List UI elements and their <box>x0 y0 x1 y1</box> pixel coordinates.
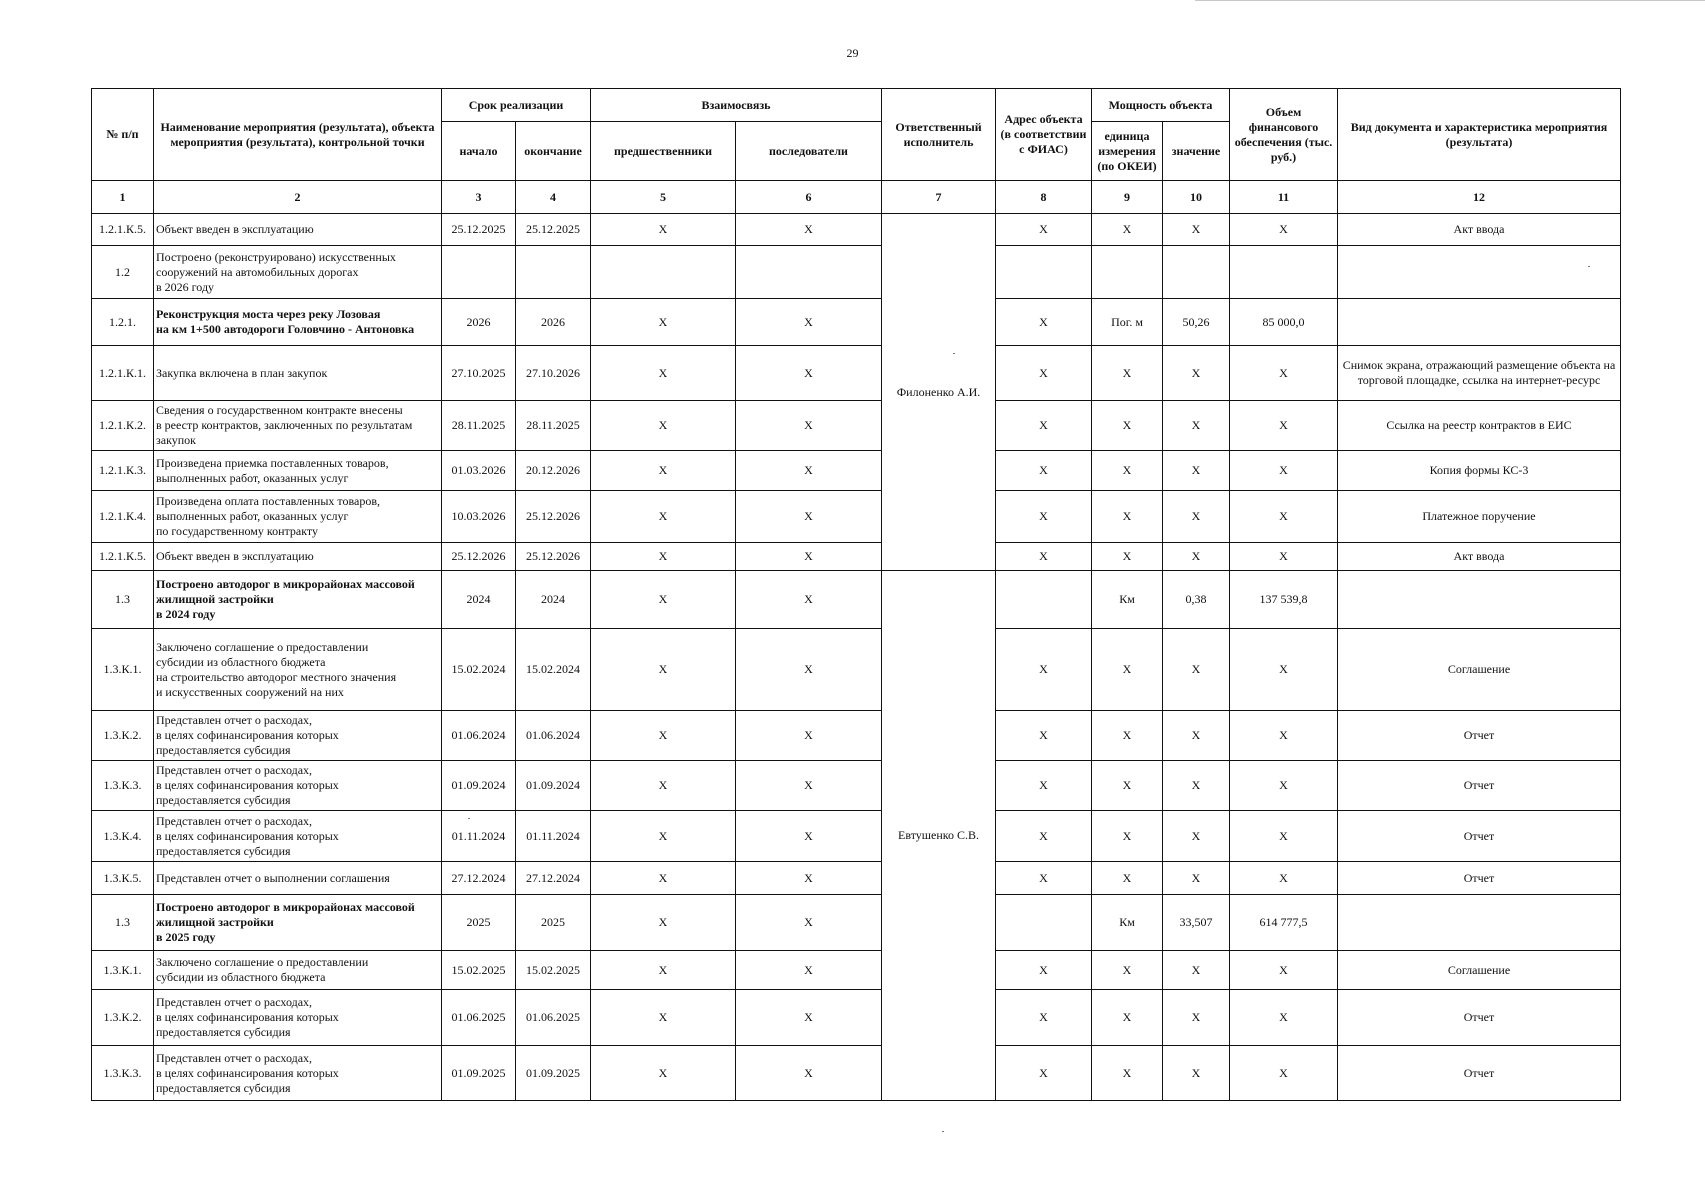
table-header <box>92 89 1621 214</box>
successor-cell: Х <box>736 346 882 401</box>
column-number-row <box>92 181 1621 214</box>
table-row <box>92 761 1621 811</box>
unit-cell: Км <box>1092 571 1163 629</box>
start-date-cell: 01.03.2026 <box>442 451 516 491</box>
row-number-cell: 1.3.К.2. <box>92 711 154 761</box>
row-name-cell: Построено автодорог в микрорайонах массовой жилищной застройки в 2025 году <box>154 895 442 951</box>
unit-cell: Х <box>1092 1046 1163 1101</box>
address-cell <box>996 571 1092 629</box>
header-start: начало <box>442 122 516 181</box>
start-date-cell: 2026 <box>442 299 516 346</box>
end-date-cell: 01.11.2024 <box>516 811 591 862</box>
start-date-cell: 01.09.2025 <box>442 1046 516 1101</box>
address-cell: Х <box>996 451 1092 491</box>
successor-cell: Х <box>736 862 882 895</box>
end-date-cell: 25.12.2026 <box>516 543 591 571</box>
address-cell: Х <box>996 862 1092 895</box>
row-name-cell: Заключено соглашение о предоставлении субсидии из областного бюджета на строительство автодорог местного значения и искусственных сооружений на них <box>154 629 442 711</box>
value-cell: Х <box>1163 346 1230 401</box>
value-cell: Х <box>1163 1046 1230 1101</box>
header-succ: последователи <box>736 122 882 181</box>
address-cell: Х <box>996 346 1092 401</box>
table-row <box>92 629 1621 711</box>
document-cell <box>1338 895 1621 951</box>
successor-cell: Х <box>736 629 882 711</box>
table-row <box>92 246 1621 299</box>
end-date-cell: 28.11.2025 <box>516 401 591 451</box>
predecessor-cell: Х <box>591 990 736 1046</box>
start-date-cell: 25.12.2025 <box>442 214 516 246</box>
address-cell: Х <box>996 299 1092 346</box>
document-cell: Отчет <box>1338 711 1621 761</box>
header-value: значение <box>1163 122 1230 181</box>
address-cell: Х <box>996 811 1092 862</box>
header-capacity: Мощность объекта <box>1092 89 1230 122</box>
volume-cell: Х <box>1230 214 1338 246</box>
value-cell: 50,26 <box>1163 299 1230 346</box>
successor-cell: Х <box>736 811 882 862</box>
header-num: № п/п <box>92 89 154 181</box>
document-cell: Отчет <box>1338 761 1621 811</box>
predecessor-cell: Х <box>591 862 736 895</box>
end-date-cell: 15.02.2025 <box>516 951 591 990</box>
header-link: Взаимосвязь <box>591 89 882 122</box>
successor-cell: Х <box>736 951 882 990</box>
header-end: окончание <box>516 122 591 181</box>
responsible-cell: Филоненко А.И. <box>882 214 996 571</box>
table-row <box>92 491 1621 543</box>
row-number-cell: 1.3.К.1. <box>92 951 154 990</box>
row-name-cell: Построено автодорог в микрорайонах массовой жилищной застройки в 2024 году <box>154 571 442 629</box>
address-cell: Х <box>996 1046 1092 1101</box>
address-cell <box>996 895 1092 951</box>
unit-cell: Х <box>1092 491 1163 543</box>
unit-cell: Пог. м <box>1092 299 1163 346</box>
column-number-cell: 4 <box>516 181 591 214</box>
end-date-cell: 20.12.2026 <box>516 451 591 491</box>
scan-speck <box>468 818 470 819</box>
table-row <box>92 895 1621 951</box>
volume-cell: Х <box>1230 1046 1338 1101</box>
unit-cell: Х <box>1092 711 1163 761</box>
volume-cell: Х <box>1230 491 1338 543</box>
plan-table <box>91 88 1621 1101</box>
start-date-cell: 25.12.2026 <box>442 543 516 571</box>
volume-cell: 85 000,0 <box>1230 299 1338 346</box>
unit-cell: Х <box>1092 951 1163 990</box>
volume-cell: Х <box>1230 811 1338 862</box>
value-cell: Х <box>1163 214 1230 246</box>
predecessor-cell: Х <box>591 401 736 451</box>
start-date-cell: 10.03.2026 <box>442 491 516 543</box>
volume-cell: Х <box>1230 401 1338 451</box>
start-date-cell <box>442 246 516 299</box>
column-number-cell: 12 <box>1338 181 1621 214</box>
document-cell: Соглашение <box>1338 629 1621 711</box>
predecessor-cell: Х <box>591 571 736 629</box>
end-date-cell: 25.12.2026 <box>516 491 591 543</box>
table-row <box>92 543 1621 571</box>
column-number-cell: 11 <box>1230 181 1338 214</box>
table-row <box>92 346 1621 401</box>
value-cell: Х <box>1163 761 1230 811</box>
successor-cell: Х <box>736 451 882 491</box>
address-cell <box>996 246 1092 299</box>
predecessor-cell: Х <box>591 299 736 346</box>
unit-cell: Х <box>1092 761 1163 811</box>
row-number-cell: 1.3.К.4. <box>92 811 154 862</box>
start-date-cell: 01.09.2024 <box>442 761 516 811</box>
volume-cell: 614 777,5 <box>1230 895 1338 951</box>
header-period: Срок реализации <box>442 89 591 122</box>
row-name-cell: Закупка включена в план закупок <box>154 346 442 401</box>
volume-cell <box>1230 246 1338 299</box>
document-cell: Отчет <box>1338 1046 1621 1101</box>
volume-cell: Х <box>1230 451 1338 491</box>
table-row <box>92 811 1621 862</box>
row-number-cell: 1.3.К.1. <box>92 629 154 711</box>
row-number-cell: 1.2.1. <box>92 299 154 346</box>
address-cell: Х <box>996 401 1092 451</box>
row-name-cell: Объект введен в эксплуатацию <box>154 543 442 571</box>
row-name-cell: Представлен отчет о расходах, в целях софинансирования которых предоставляется субсидия <box>154 711 442 761</box>
document-cell <box>1338 246 1621 299</box>
document-cell: Копия формы КС-3 <box>1338 451 1621 491</box>
volume-cell: Х <box>1230 951 1338 990</box>
row-name-cell: Построено (реконструировано) искусственных сооружений на автомобильных дорогах в 2026 году <box>154 246 442 299</box>
end-date-cell: 2024 <box>516 571 591 629</box>
table-row <box>92 1046 1621 1101</box>
successor-cell <box>736 246 882 299</box>
table-row <box>92 951 1621 990</box>
value-cell: 0,38 <box>1163 571 1230 629</box>
end-date-cell: 2025 <box>516 895 591 951</box>
row-name-cell: Реконструкция моста через реку Лозовая на км 1+500 автодороги Головчино - Антоновка <box>154 299 442 346</box>
volume-cell: Х <box>1230 346 1338 401</box>
header-responsible: Ответственный исполнитель <box>882 89 996 181</box>
table-row <box>92 401 1621 451</box>
end-date-cell: 01.06.2025 <box>516 990 591 1046</box>
end-date-cell: 27.10.2026 <box>516 346 591 401</box>
end-date-cell: 01.06.2024 <box>516 711 591 761</box>
successor-cell: Х <box>736 571 882 629</box>
start-date-cell: 2024 <box>442 571 516 629</box>
header-pred: предшественники <box>591 122 736 181</box>
top-rule <box>1195 0 1705 1</box>
document-cell: Отчет <box>1338 811 1621 862</box>
unit-cell: Х <box>1092 346 1163 401</box>
end-date-cell <box>516 246 591 299</box>
predecessor-cell: Х <box>591 951 736 990</box>
table-body <box>92 214 1621 1101</box>
column-number-cell: 5 <box>591 181 736 214</box>
row-number-cell: 1.2.1.К.4. <box>92 491 154 543</box>
successor-cell: Х <box>736 761 882 811</box>
address-cell: Х <box>996 214 1092 246</box>
successor-cell: Х <box>736 214 882 246</box>
address-cell: Х <box>996 990 1092 1046</box>
document-cell <box>1338 299 1621 346</box>
row-name-cell: Объект введен в эксплуатацию <box>154 214 442 246</box>
row-number-cell: 1.3 <box>92 895 154 951</box>
value-cell: Х <box>1163 811 1230 862</box>
predecessor-cell: Х <box>591 214 736 246</box>
predecessor-cell: Х <box>591 711 736 761</box>
page-number: 29 <box>846 46 859 60</box>
document-cell: Соглашение <box>1338 951 1621 990</box>
start-date-cell: 01.11.2024 <box>442 811 516 862</box>
value-cell: Х <box>1163 862 1230 895</box>
unit-cell: Х <box>1092 451 1163 491</box>
table-row <box>92 299 1621 346</box>
predecessor-cell: Х <box>591 451 736 491</box>
row-number-cell: 1.3.К.2. <box>92 990 154 1046</box>
value-cell: Х <box>1163 711 1230 761</box>
unit-cell: Х <box>1092 214 1163 246</box>
successor-cell: Х <box>736 711 882 761</box>
column-number-cell: 2 <box>154 181 442 214</box>
successor-cell: Х <box>736 299 882 346</box>
volume-cell: Х <box>1230 990 1338 1046</box>
start-date-cell: 15.02.2025 <box>442 951 516 990</box>
document-cell: Акт ввода <box>1338 214 1621 246</box>
start-date-cell: 01.06.2025 <box>442 990 516 1046</box>
successor-cell: Х <box>736 895 882 951</box>
predecessor-cell: Х <box>591 346 736 401</box>
address-cell: Х <box>996 761 1092 811</box>
document-cell <box>1338 571 1621 629</box>
row-number-cell: 1.3.К.3. <box>92 761 154 811</box>
row-name-cell: Представлен отчет о расходах, в целях софинансирования которых предоставляется субсидия <box>154 761 442 811</box>
document-cell: Отчет <box>1338 862 1621 895</box>
row-name-cell: Представлен отчет о выполнении соглашения <box>154 862 442 895</box>
unit-cell: Х <box>1092 811 1163 862</box>
row-number-cell: 1.2.1.К.1. <box>92 346 154 401</box>
end-date-cell: 27.12.2024 <box>516 862 591 895</box>
document-cell: Акт ввода <box>1338 543 1621 571</box>
value-cell: 33,507 <box>1163 895 1230 951</box>
scan-speck <box>1588 266 1590 267</box>
document-cell: Снимок экрана, отражающий размещение объекта на торговой площадке, ссылка на интернет-ресурс <box>1338 346 1621 401</box>
volume-cell: Х <box>1230 629 1338 711</box>
predecessor-cell: Х <box>591 491 736 543</box>
document-cell: Ссылка на реестр контрактов в ЕИС <box>1338 401 1621 451</box>
value-cell: Х <box>1163 491 1230 543</box>
predecessor-cell: Х <box>591 811 736 862</box>
table-row <box>92 571 1621 629</box>
row-name-cell: Заключено соглашение о предоставлении субсидии из областного бюджета <box>154 951 442 990</box>
row-name-cell: Представлен отчет о расходах, в целях софинансирования которых предоставляется субсидия <box>154 1046 442 1101</box>
end-date-cell: 01.09.2024 <box>516 761 591 811</box>
end-date-cell: 15.02.2024 <box>516 629 591 711</box>
value-cell: Х <box>1163 951 1230 990</box>
predecessor-cell <box>591 246 736 299</box>
predecessor-cell: Х <box>591 629 736 711</box>
row-number-cell: 1.2.1.К.2. <box>92 401 154 451</box>
row-number-cell: 1.3.К.5. <box>92 862 154 895</box>
start-date-cell: 27.10.2025 <box>442 346 516 401</box>
table-row <box>92 711 1621 761</box>
address-cell: Х <box>996 491 1092 543</box>
row-name-cell: Произведена оплата поставленных товаров, выполненных работ, оказанных услуг по государственному контракту <box>154 491 442 543</box>
volume-cell: Х <box>1230 711 1338 761</box>
row-number-cell: 1.2.1.К.5. <box>92 543 154 571</box>
table-row <box>92 990 1621 1046</box>
header-unit: единица измерения (по ОКЕИ) <box>1092 122 1163 181</box>
successor-cell: Х <box>736 543 882 571</box>
column-number-cell: 8 <box>996 181 1092 214</box>
volume-cell: 137 539,8 <box>1230 571 1338 629</box>
scan-speck <box>953 353 955 354</box>
value-cell: Х <box>1163 629 1230 711</box>
document-cell: Платежное поручение <box>1338 491 1621 543</box>
row-number-cell: 1.2.1.К.3. <box>92 451 154 491</box>
header-doc: Вид документа и характеристика мероприятия (результата) <box>1338 89 1621 181</box>
volume-cell: Х <box>1230 862 1338 895</box>
unit-cell: Х <box>1092 401 1163 451</box>
end-date-cell: 01.09.2025 <box>516 1046 591 1101</box>
value-cell <box>1163 246 1230 299</box>
address-cell: Х <box>996 629 1092 711</box>
scan-speck <box>942 1131 944 1132</box>
column-number-cell: 3 <box>442 181 516 214</box>
end-date-cell: 25.12.2025 <box>516 214 591 246</box>
document-cell: Отчет <box>1338 990 1621 1046</box>
unit-cell: Х <box>1092 990 1163 1046</box>
successor-cell: Х <box>736 401 882 451</box>
predecessor-cell: Х <box>591 761 736 811</box>
table-row <box>92 214 1621 246</box>
successor-cell: Х <box>736 491 882 543</box>
row-name-cell: Представлен отчет о расходах, в целях софинансирования которых предоставляется субсидия <box>154 990 442 1046</box>
table-row <box>92 862 1621 895</box>
address-cell: Х <box>996 951 1092 990</box>
header-address: Адрес объекта (в соответствии с ФИАС) <box>996 89 1092 181</box>
start-date-cell: 01.06.2024 <box>442 711 516 761</box>
row-name-cell: Сведения о государственном контракте внесены в реестр контрактов, заключенных по результатам закупок <box>154 401 442 451</box>
end-date-cell: 2026 <box>516 299 591 346</box>
plan-table-wrapper <box>91 88 1621 1101</box>
predecessor-cell: Х <box>591 543 736 571</box>
volume-cell: Х <box>1230 761 1338 811</box>
header-volume: Объем финансового обеспечения (тыс. руб.) <box>1230 89 1338 181</box>
start-date-cell: 27.12.2024 <box>442 862 516 895</box>
responsible-cell: Евтушенко С.В. <box>882 571 996 1101</box>
successor-cell: Х <box>736 1046 882 1101</box>
value-cell: Х <box>1163 401 1230 451</box>
address-cell: Х <box>996 543 1092 571</box>
start-date-cell: 28.11.2025 <box>442 401 516 451</box>
predecessor-cell: Х <box>591 895 736 951</box>
column-number-cell: 10 <box>1163 181 1230 214</box>
volume-cell: Х <box>1230 543 1338 571</box>
value-cell: Х <box>1163 451 1230 491</box>
row-number-cell: 1.3 <box>92 571 154 629</box>
row-number-cell: 1.2.1.К.5. <box>92 214 154 246</box>
value-cell: Х <box>1163 543 1230 571</box>
start-date-cell: 15.02.2024 <box>442 629 516 711</box>
row-name-cell: Произведена приемка поставленных товаров, выполненных работ, оказанных услуг <box>154 451 442 491</box>
value-cell: Х <box>1163 990 1230 1046</box>
start-date-cell: 2025 <box>442 895 516 951</box>
column-number-cell: 6 <box>736 181 882 214</box>
column-number-cell: 9 <box>1092 181 1163 214</box>
unit-cell: Км <box>1092 895 1163 951</box>
row-number-cell: 1.2 <box>92 246 154 299</box>
column-number-cell: 7 <box>882 181 996 214</box>
address-cell: Х <box>996 711 1092 761</box>
successor-cell: Х <box>736 990 882 1046</box>
unit-cell: Х <box>1092 543 1163 571</box>
unit-cell <box>1092 246 1163 299</box>
table-row <box>92 451 1621 491</box>
predecessor-cell: Х <box>591 1046 736 1101</box>
column-number-cell: 1 <box>92 181 154 214</box>
unit-cell: Х <box>1092 629 1163 711</box>
row-number-cell: 1.3.К.3. <box>92 1046 154 1101</box>
header-name: Наименование мероприятия (результата), объекта мероприятия (результата), контрольной точки <box>154 89 442 181</box>
row-name-cell: Представлен отчет о расходах, в целях софинансирования которых предоставляется субсидия <box>154 811 442 862</box>
unit-cell: Х <box>1092 862 1163 895</box>
